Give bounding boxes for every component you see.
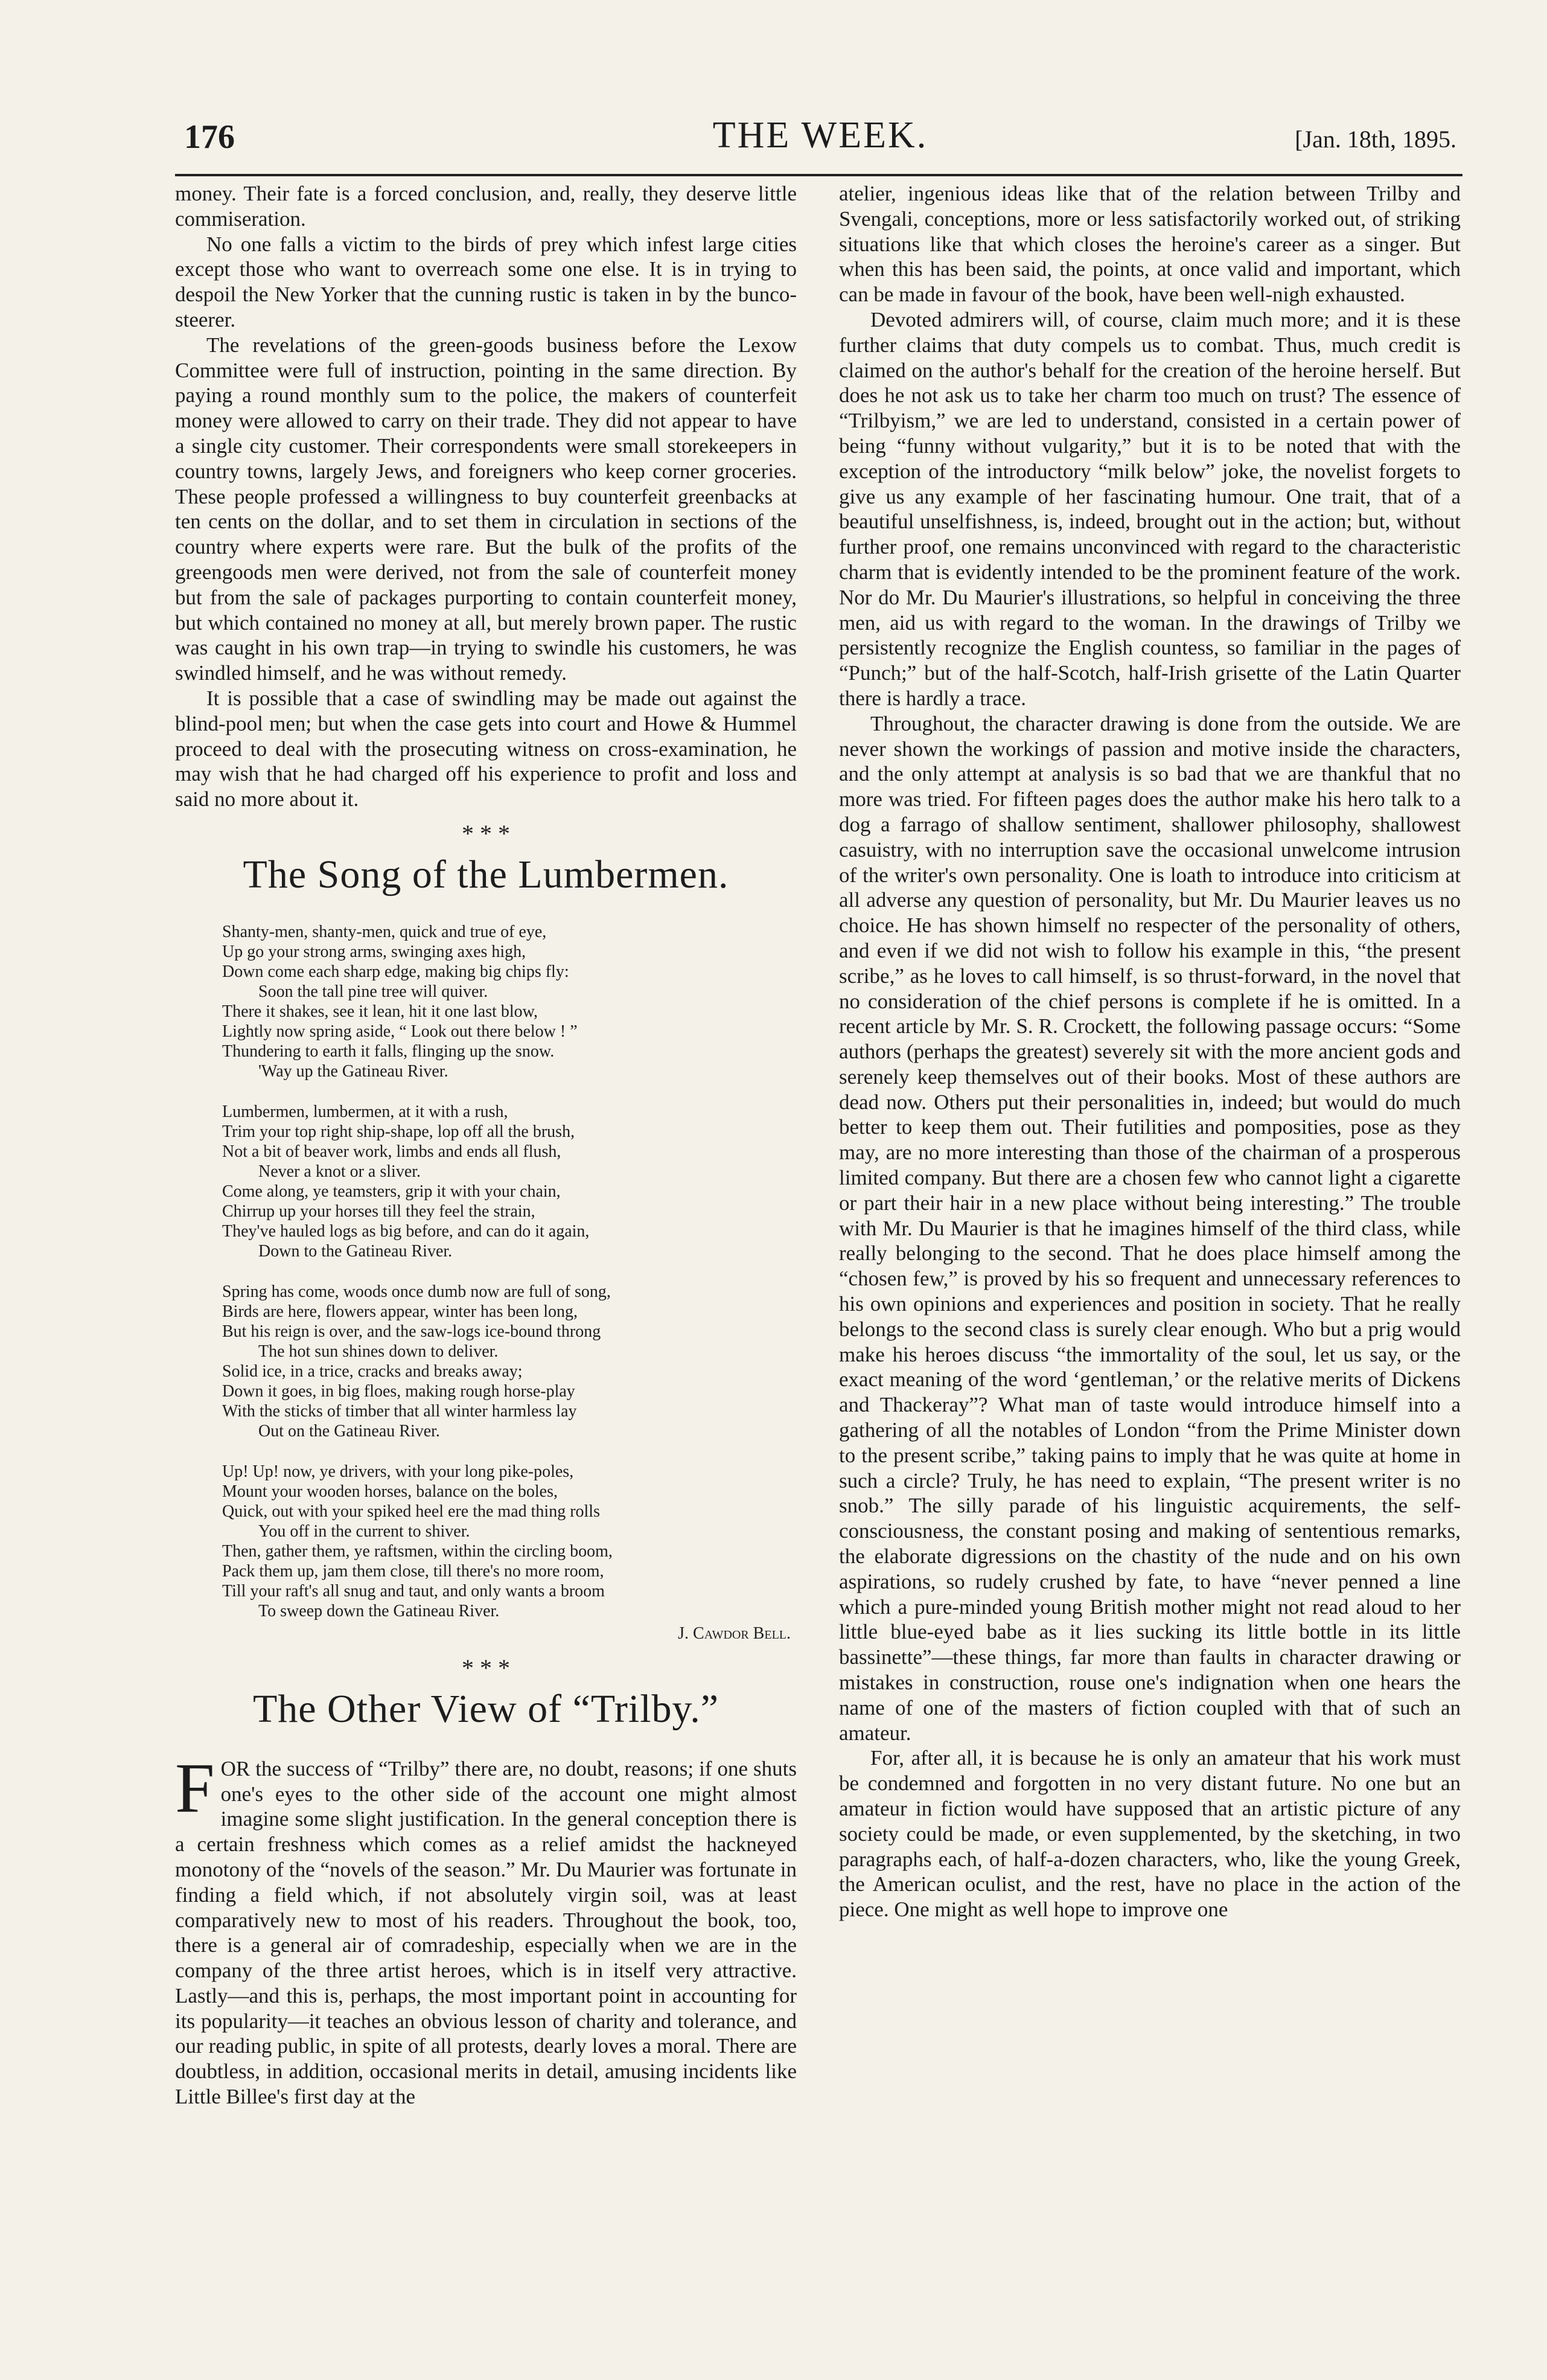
poem-line: Solid ice, in a trice, cracks and breaks away; xyxy=(222,1361,523,1381)
publication-title: THE WEEK. xyxy=(712,115,928,156)
issue-date: [Jan. 18th, 1895. xyxy=(1295,126,1456,153)
poem-title: The Song of the Lumbermen. xyxy=(243,852,729,897)
poem-line: Come along, ye teamsters, grip it with your chain, xyxy=(222,1182,561,1201)
article-first-paragraph xyxy=(175,1748,797,2110)
paragraph: Devoted admirers will, of course, claim much more; and it is these further claims that duty compels us to combat. Thus, much credit is claimed on the author's behalf for the creation of the heroine herself. But does he not ask us to take her charm too much on trust? The essence of “Trilbyism,” we are led to understand, consisted in a certain power of being “funny without vulgarity,” but it is to be noted that with the exception of the introductory “milk below” joke, the novelist forgets to give us any example of her fascinating humour. One trait, that of a beautiful unselfishness, is, indeed, brought out in the action; but, without further proof, one remains unconvinced with regard to the characteristic charm that is evidently intended to be the prominent feature of the work. Nor do Mr. Du Maurier's illustrations, so helpful in conceiving the three men, aid us with regard to the woman. In the drawings of Trilby we persistently recognize the English countess, so familiar in the pages of “Punch;” but of the half-Scotch, half-Irish grisette of the Latin Quarter there is hardly a trace. xyxy=(839,307,1461,710)
paragraph: For, after all, it is because he is only an amateur that his work must be condemned and forgotten in no very distant future. No one but an amateur in fiction would have supposed that an artistic picture of any society could be made, or even supplemented, by the sketching, in two paragraphs each, of half-a-dozen characters, who, like the young Greek, the American oculist, and the rest, have no place in the action of the piece. One might as well hope to improve one xyxy=(839,1746,1461,1922)
poem-author: J. Cawdor Bell. xyxy=(678,1623,791,1643)
poem-line: Not a bit of beaver work, limbs and ends all flush, xyxy=(222,1142,561,1161)
poem-line: Down it goes, in big floes, making rough horse-play xyxy=(222,1381,575,1401)
paragraph: Throughout, the character drawing is done from the outside. We are never shown the workings of passion and motive inside the characters, and the only attempt at analysis is so bad that we are thankful that no more was tried. For fifteen pages does the author make his hero talk to a dog a farrago of shallow sentiment, shallower philosophy, shallowest casuistry, with no interruption save the occasional unwelcome intrusion of the writer's own personality. One is loath to introduce into criticism at all adverse any question of personality, but Mr. Du Maurier leaves us no choice. He has shown himself no respecter of the personality of others, and even if we did not wish to follow his example in this, “the present scribe,” as he loves to call himself, is so thrust-forward, in the novel that no consideration of the chief persons is complete if he is omitted. In a recent article by Mr. S. R. Crockett, the following passage occurs: “Some authors (perhaps the greatest) severely sit with the more ancient gods and serenely keep themselves out of their books. Most of these authors are dead now. Others put their personalities in, indeed; but would do much better to keep them out. Their futilities and pomposities, pose as they may, are no more interesting than those of the chairman of a prosperous limited company. But there are a chosen few who cannot light a cigarette or part their hair in a new place without being interesting.” The trouble with Mr. Du Maurier is that he imagines himself of the third class, while really belonging to the second. That he does place himself among the “chosen few,” is proved by his so frequent and unnecessary references to his own opinions and experiences and position in society. That he really belongs to the second class is surely clear enough. Who but a prig would make his heroes discuss “the immortality of the soul, let us say, or the exact meaning of the word ‘gentleman,’ or the relative merits of Dickens and Thackeray”? What man of taste would introduce himself into a gathering of all the notables of London “from the Prime Minister down to the present scribe,” taking pains to imply that he was quite at home in such a circle? Truly, he has need to explain, “The present writer is no snob.” The silly parade of his linguistic acquirements, the self-consciousness, the constant posing and making of sententious remarks, the elaborate digressions on the chastity of the nude and on his own aspirations, so rudely crushed by fate, to have “never penned a line which a pure-minded young British mother might not read aloud to her little blue-eyed babe as it lies sucking its little bottle in its little bassinette”—these things, far more than faults in character drawing or mistakes in construction, rouse one's indignation when one hears the name of one of the masters of fiction coupled with that of such an amateur. xyxy=(839,711,1461,1745)
poem-line: Spring has come, woods once dumb now are full of song, xyxy=(222,1282,611,1301)
poem-stanza xyxy=(222,922,797,1081)
poem-stanza xyxy=(222,1462,797,1621)
poem-line: Thundering to earth it falls, flinging up the snow. xyxy=(222,1041,555,1061)
poem-line: Mount your wooden horses, balance on the boles, xyxy=(222,1482,558,1501)
poem-line: Pack them up, jam them close, till there's no more room, xyxy=(222,1561,604,1581)
poem-line: You off in the current to shiver. xyxy=(258,1521,470,1541)
poem-line: Soon the tall pine tree will quiver. xyxy=(258,982,488,1001)
poem-line: Down to the Gatineau River. xyxy=(258,1241,453,1261)
poem-line: Quick, out with your spiked heel ere the mad thing rolls xyxy=(222,1502,600,1521)
poem-line: To sweep down the Gatineau River. xyxy=(258,1601,500,1620)
poem-line: Then, gather them, ye raftsmen, within the circling boom, xyxy=(222,1541,613,1561)
poem-line: They've hauled logs as big before, and can do it again, xyxy=(222,1221,590,1241)
article-title: The Other View of “Trilby.” xyxy=(252,1686,719,1731)
poem-line: Never a knot or a sliver. xyxy=(258,1162,421,1181)
poem xyxy=(222,922,797,1621)
paragraph: No one falls a victim to the birds of prey which infest large cities except those who want to overreach some one else. It is in trying to despoil the New Yorker that the cunning rustic is taken in by the bunco-steerer. xyxy=(175,232,797,331)
poem-stanza xyxy=(222,1102,797,1261)
paragraph: atelier, ingenious ideas like that of the relation between Trilby and Svengali, conceptions, more or less satisfactorily worked out, of striking situations like that which closes the heroine's career as a singer. But when this has been said, the points, at once valid and important, which can be made in favour of the book, have been well-nigh exhausted. xyxy=(839,182,1461,307)
poem-line: There it shakes, see it lean, hit it one last blow, xyxy=(222,1002,538,1021)
poem-line: Shanty-men, shanty-men, quick and true of eye, xyxy=(222,922,547,941)
poem-line: Up go your strong arms, swinging axes high, xyxy=(222,942,526,961)
paragraph: It is possible that a case of swindling may be made out against the blind-pool men; but when the case gets into court and Howe & Hummel proceed to deal with the prosecuting witness on cross-examination, he may wish that he had charged off his experience to profit and loss and said no more about it. xyxy=(175,686,797,811)
poem-line: Lumbermen, lumbermen, at it with a rush, xyxy=(222,1102,508,1121)
poem-line: Birds are here, flowers appear, winter has been long, xyxy=(222,1302,578,1321)
poem-line: Lightly now spring aside, “ Look out there below ! ” xyxy=(222,1022,578,1041)
paragraph: The revelations of the green-goods business before the Lexow Committee were full of instruction, pointing in the same direction. By paying a round monthly sum to the police, the makers of counterfeit money were allowed to carry on their trade. They did not appear to have a single city customer. Their correspondents were small storekeepers in country towns, largely Jews, and foreigners who keep corner groceries. These people professed a willingness to buy counterfeit greenbacks at ten cents on the dollar, and to set them in circulation in sections of the country where experts were rare. But the bulk of the profits of the greengoods men were derived, not from the sale of counterfeit money but from the sale of packages purporting to contain counterfeit money, but which contained no money at all, but merely brown paper. The rustic was caught in his own trap—in trying to swindle his customers, he was swindled himself, and he was without remedy. xyxy=(175,333,797,685)
paragraph: money. Their fate is a forced conclusion, and, really, they deserve little commiseration. xyxy=(175,182,797,231)
poem-line: Chirrup up your horses till they feel the strain, xyxy=(222,1201,535,1221)
poem-line: Up! Up! now, ye drivers, with your long pike-poles, xyxy=(222,1462,574,1481)
drop-cap: F xyxy=(175,1748,215,1828)
paragraph-text: OR the success of “Trilby” there are, no doubt, reasons; if one shuts one's eyes to the other side of the account one might almost imagine some slight justification. In the general conception there is a certain freshness which comes as a relief amidst the hackneyed monotony of the “novels of the season.” Mr. Du Maurier was fortunate in finding a field which, if not absolutely virgin soil, was at least comparatively new to most of his readers. Throughout the book, too, there is a general air of comradeship, especially when we are in the company of the three artist heroes, which is in itself very attractive. Lastly—and this is, perhaps, the most important point in accounting for its popularity—it teaches an obvious lesson of charity and tolerance, and our reading public, in spite of all protests, dearly loves a moral. There are doubtless, in addition, occasional merits in detail, amusing incidents like Little Billee's first day at the xyxy=(175,1756,797,2109)
poem-stanza xyxy=(222,1282,797,1441)
left-column xyxy=(175,181,797,2110)
poem-line: 'Way up the Gatineau River. xyxy=(258,1061,448,1081)
section-separator: * * * xyxy=(462,1654,510,1681)
poem-line: The hot sun shines down to deliver. xyxy=(258,1342,499,1361)
page-number: 176 xyxy=(184,118,235,156)
poem-line: Out on the Gatineau River. xyxy=(258,1421,440,1441)
section-separator: * * * xyxy=(462,819,510,847)
poem-line: Down come each sharp edge, making big chips fly: xyxy=(222,962,569,981)
header-rule xyxy=(175,174,1462,176)
poem-line: Till your raft's all snug and taut, and only wants a broom xyxy=(222,1581,605,1601)
poem-line: Trim your top right ship-shape, lop off all the brush, xyxy=(222,1122,575,1141)
poem-line: With the sticks of timber that all winter harmless lay xyxy=(222,1401,577,1421)
poem-line: But his reign is over, and the saw-logs ice-bound throng xyxy=(222,1322,601,1341)
page-header xyxy=(184,115,1456,172)
right-column xyxy=(839,181,1461,1922)
